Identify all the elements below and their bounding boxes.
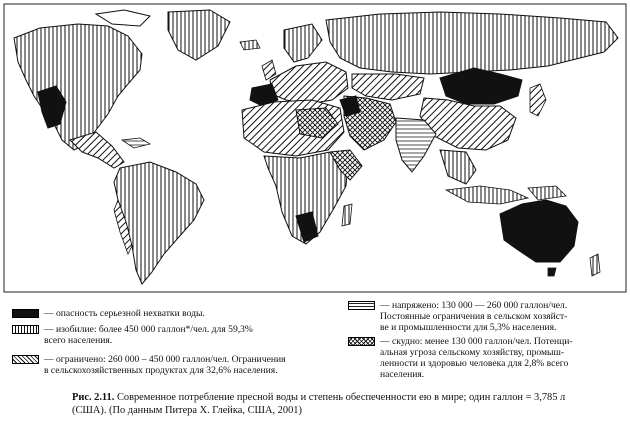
legend-label: — изобилие: более 450 000 галлон*/чел. для 59,3% всего населения.	[44, 324, 253, 346]
legend-item-stressed	[348, 300, 626, 340]
legend-swatch-vertical	[12, 325, 39, 334]
legend-item-limited	[12, 354, 352, 380]
legend-item-abundant	[12, 324, 332, 350]
legend-swatch-horizontal	[348, 301, 375, 310]
figure-caption	[72, 391, 572, 417]
legend-label: — опасность серьезной нехватки воды.	[44, 308, 205, 319]
legend-label: — ограничено: 260 000 – 450 000 галлон/чел. Ограничения в сельскохозяйственных продуктах для 32,6% населения.	[44, 354, 286, 376]
legend-item-danger	[12, 308, 332, 322]
legend-item-scarce	[348, 336, 626, 386]
legend-label: — напряжено: 130 000 — 260 000 галлон/чел. Постоянные ограничения в сельском хозяйст- ве и промышленности для 5,3% населения.	[380, 300, 568, 333]
iceland	[240, 40, 260, 50]
legend-swatch-black	[12, 309, 39, 318]
new-zealand	[590, 254, 600, 276]
figure-caption-text: Современное потребление пресной воды и степень обеспеченности ею в мире; один галлон = 3,785 л (США). (По данным Питера Х. Глейка, США, 2001)	[72, 392, 566, 416]
legend-label: — скудно: менее 130 000 галлон/чел. Потенци- альная угроза сельскому хозяйству, промыш- ленности и здоровью человека для 2,8% всего населения.	[380, 336, 573, 380]
madagascar	[342, 204, 352, 226]
figure-label: Рис. 2.11.	[72, 392, 115, 403]
legend-swatch-crosshatch	[348, 337, 375, 346]
legend-swatch-diagonal	[12, 355, 39, 364]
